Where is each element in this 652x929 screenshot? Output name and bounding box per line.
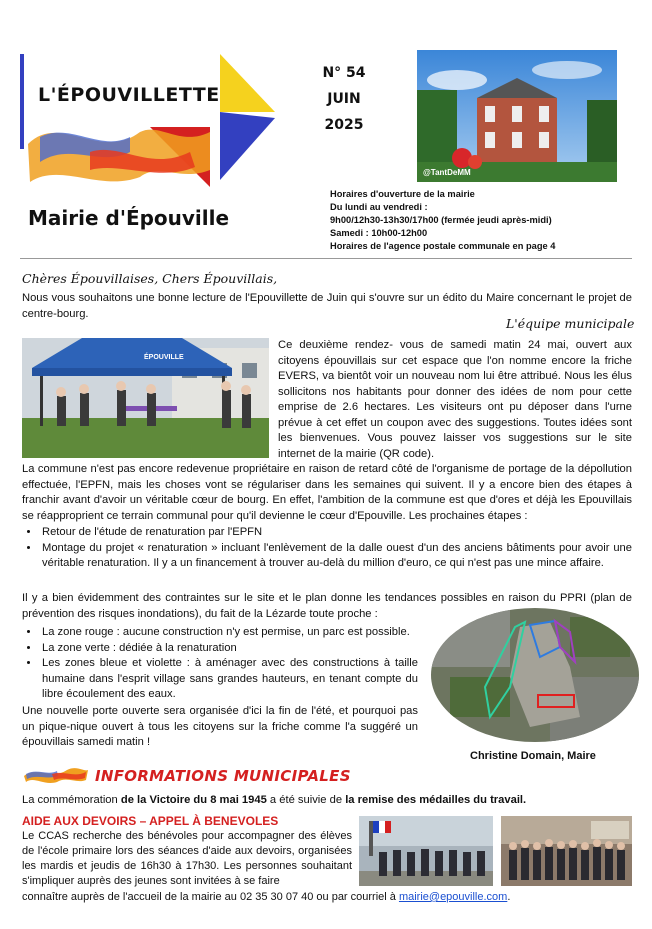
ceremony-photo-2 <box>501 816 632 886</box>
edito-para2: La commune n'est pas encore redevenue propriétaire en raison de retard côté de l'organisme de portage de la dépollution effectuée, l'EPFN, mais les choses vont se régulariser dans les semaines qui suivent. Il y a encore bien des étapes à franchir avant d'avoir un véritable cœur de bourg. En effet, l'ambition de la commune est que d'ores et déjà les Epouvillais se réapproprient ce terrain communal pour qu'il devienne le cœur d'Epouville. Les prochaines étapes : <box>22 463 632 522</box>
mairie-title: Mairie d'Épouville <box>28 206 230 230</box>
hours-title: Horaires d'ouverture de la mairie <box>330 189 475 199</box>
logo-title: L'ÉPOUVILLETTE <box>38 84 220 106</box>
commemoration-part: a été suivie de <box>266 794 346 806</box>
logo <box>20 52 280 202</box>
signature-mayor: Christine Domain, Maire <box>470 750 596 762</box>
intro-text: Nous vous souhaitons une bonne lecture de l'Epouvillette de Juin qui s'ouvre sur un édito du Maire concernant le projet de centre-bourg. <box>22 292 632 320</box>
mairie-photo <box>417 50 617 182</box>
zone-item: • La zone rouge : aucune construction n'y est permise, un parc est possible. <box>40 625 418 641</box>
tent-label: ÉPOUVILLE <box>144 354 184 361</box>
aide-title: AIDE AUX DEVOIRS – APPEL À BENEVOLES <box>22 814 279 828</box>
event-photo <box>22 338 269 458</box>
commemoration-bold: la remise des médailles du travail. <box>345 794 527 806</box>
issue-month: JUIN <box>327 91 361 107</box>
signature-team: L'équipe municipale <box>506 316 635 331</box>
issue-year: 2025 <box>324 117 364 133</box>
steps-list <box>22 525 632 572</box>
zones-list <box>22 625 418 703</box>
hours-line3: Samedi : 10h00-12h00 <box>330 228 428 238</box>
mairie-email-link[interactable]: mairie@epouville.com <box>398 891 508 903</box>
site-map <box>430 607 640 743</box>
section-title: INFORMATIONS MUNICIPALES <box>95 767 351 785</box>
commemoration-part: La commémoration <box>22 794 121 806</box>
edito-para4: Une nouvelle porte ouverte sera organisée d'ici la fin de l'été, et pourquoi pas un pique-nique ouvert à tous les citoyens sur la friche comme l'a suggéré un épouvillais samedi matin ! <box>22 705 418 748</box>
logo-graphic <box>20 52 280 202</box>
commemoration-text <box>22 794 632 806</box>
hours-line2: 9h00/12h30-13h30/17h00 (fermée jeudi après-midi) <box>330 215 552 225</box>
edito-para1: Ce deuxième rendez- vous de samedi matin 24 mai, ouvert aux citoyens épouvillais sur cet espace que l'on nomme encore la friche EVERS, va bientôt voir un nouveau nom lui être attribué. Nous les élus sollicitons nos habitants pour donner des idées de nom pour cette emprise de 2.6 hectares. Les visiteurs ont pu déposer dans l'urne prévue à cet effet un coupon avec des suggestions. Toutes idées sont les bienvenues. Vous pouvez laisser vos suggestions sur le site internet de la mairie (QR code). <box>278 339 632 460</box>
zone-item: • Les zones bleue et violette : à aménager avec des constructions à taille humaine dans l'esprit village sans grandes hauteurs, en tenant compte du libre écoulement des eaux. <box>40 656 418 703</box>
aide-contact <box>22 891 632 903</box>
aide-text: Le CCAS recherche des bénévoles pour accompagner des élèves de l'école primaire lors des séances d'aide aux devoirs, organisées les mardis et jeudis de 16h30 à 17h30. Les personnes souhaitant s'impliquer auprès des jeunes sont invitées à se faire <box>22 830 352 887</box>
hours-line4: Horaires de l'agence postale communale en page 4 <box>330 241 556 251</box>
aide-contact-end: . <box>507 891 511 903</box>
step-item: • Montage du projet « renaturation » incluant l'enlèvement de la dalle ouest d'un des anciens bâtiments pour avoir une véritable renaturation. Il y a un financement à trouver au-delà du million d'euro, ce qui n'est pas une mince affaire. <box>40 541 632 572</box>
commemoration-bold: de la Victoire du 8 mai 1945 <box>120 794 267 806</box>
issue-number: N° 54 <box>322 65 366 81</box>
hours-line1: Du lundi au vendredi : <box>330 202 428 212</box>
opening-hours <box>330 188 630 253</box>
ceremony-photo-1 <box>359 816 493 886</box>
photo-credit: @TantDeMM <box>423 168 471 177</box>
greeting: Chères Épouvillaises, Chers Épouvillais, <box>22 271 278 286</box>
aide-contact-text: connaître auprès de l'accueil de la mairie au 02 35 30 07 40 ou par courriel à <box>22 891 399 903</box>
step-item: • Retour de l'étude de renaturation par l'EPFN <box>40 525 632 541</box>
zone-item: • La zone verte : dédiée à la renaturation <box>40 641 418 657</box>
section-brush-icon <box>22 762 90 786</box>
edito-para3: Il y a bien évidemment des contraintes sur le site et le plan donne les tendances possibles en raison du PPRI (plan de prévention des risques inondations), du fait de la Lézarde toute proche : <box>22 592 632 620</box>
header-divider <box>20 258 632 259</box>
